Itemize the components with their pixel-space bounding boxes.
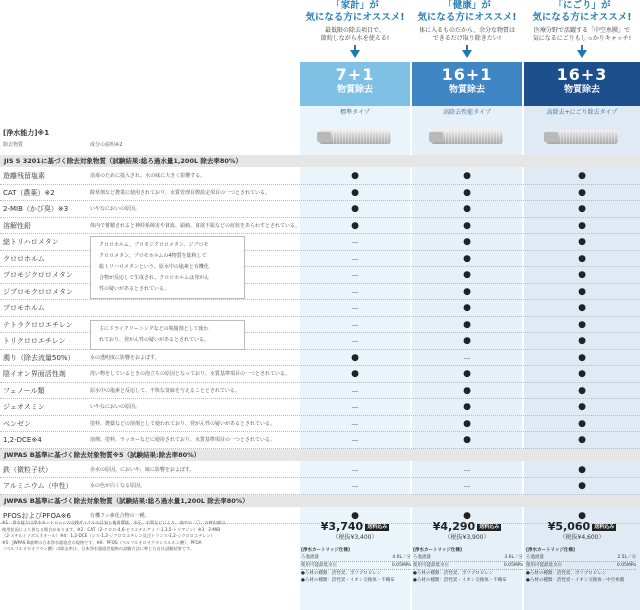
removed-mark: ● (351, 171, 359, 181)
not-removed-mark: — (351, 238, 359, 246)
spec-label: 使用可能最低水圧 (413, 563, 449, 568)
price-value: ¥3,740 (320, 520, 364, 533)
cartridge-icon (319, 130, 391, 144)
removed-mark: ● (578, 385, 586, 396)
removed-mark: ● (578, 187, 586, 198)
removed-mark: ● (463, 385, 471, 396)
removed-mark: ● (463, 286, 471, 297)
spec-note: ●ろ材の種類：活性炭、ポリプロピレン (301, 571, 382, 576)
substance-description: 塗料、農薬などの溶剤として使われており、発がん性の疑いがあるとされている。 (90, 420, 276, 427)
not-removed-mark: — (351, 403, 359, 411)
table-row (0, 350, 640, 367)
removed-mark: ● (463, 435, 471, 445)
removed-mark: ● (351, 204, 359, 214)
price-tax-excluded: （税抜¥4,600） (559, 534, 605, 541)
note-line: クロロメタン、ブロモホルムの4物質を総称して (99, 253, 207, 259)
substance-name: 2-MIB（かび臭）※3 (3, 205, 69, 213)
not-removed-mark: — (351, 320, 359, 329)
product-badge (412, 62, 522, 106)
section-header: JWPAS B基準に基づく除去対象物質（試験結果:総ろ過水量1,200L 除去率80%） (0, 495, 640, 507)
removed-mark: ● (578, 418, 586, 429)
table-row (0, 201, 640, 218)
substance-description: 赤水の原因。においや、味に影響をおよぼす。 (90, 466, 195, 473)
removed-mark: ● (578, 253, 586, 264)
header-sub-line1: 最低限の除去項目で、 (325, 27, 385, 34)
removed-mark: ● (463, 204, 471, 214)
spec-note: ●ろ材の種類：活性炭、ポリプロピレン (526, 571, 607, 576)
removed-mark: ● (463, 418, 471, 429)
table-row (0, 383, 640, 400)
spec-value: 4.0L／分 (392, 555, 411, 560)
spec-title: [浄水カートリッジ仕様] (301, 548, 350, 553)
removed-mark: ● (578, 481, 586, 491)
removed-mark: ● (578, 303, 586, 313)
removed-mark: ● (578, 286, 586, 297)
removed-mark: ● (463, 510, 471, 521)
spec-value: 0.05MPa (503, 563, 523, 568)
removed-mark: ● (463, 171, 471, 181)
spec-note: ●ろ材の種類：活性炭・イオン交換体・中空糸膜 (526, 578, 625, 583)
table-row (0, 416, 640, 433)
footnote-line: （ペルフルオロオクタン酸）の除去率は、日本浄水器協会規格の試験方法に準じた自社試験結果です。 (2, 546, 194, 551)
price-value: ¥5,060 (547, 520, 591, 533)
price-high (412, 520, 522, 542)
spec-note: ●ろ材の種類：活性炭・イオン交換体・不織布 (413, 578, 507, 583)
spec-label: ろ過流量 (301, 555, 319, 560)
spec-value: 0.05MPa (391, 563, 411, 568)
table-row (0, 218, 640, 235)
removed-mark: ● (463, 402, 471, 412)
column-header-description: 成分の説明※2 (90, 142, 123, 148)
price-value: ¥4,290 (432, 520, 476, 533)
trihalomethane-note (90, 236, 245, 299)
removed-mark: ● (463, 187, 471, 198)
product-badge (524, 62, 640, 106)
price-standard (300, 520, 410, 542)
table-row (0, 399, 640, 416)
substance-description: 除草剤など農業に使用されており、水質管理目標設定項目の一つとされている。 (90, 189, 271, 196)
not-removed-mark: — (351, 254, 359, 263)
table-row (0, 168, 640, 185)
spec-title: [浄水カートリッジ仕様] (413, 548, 462, 553)
substance-name: 遊離残留塩素 (3, 172, 45, 180)
removed-mark: ● (351, 220, 359, 231)
spec-note: ●ろ材の種類：活性炭、ポリプロピレン (413, 571, 494, 576)
substance-description: 洗い物をしているときの泡立ちの原因となっており、水質基準項目の一つとされている。 (90, 371, 291, 377)
footnote-line: ※5：JWPAS B基準は日本浄水器協会の規格です。※6：PFOS（ペルフルオロオクタンスルホン酸）、PFOA (2, 539, 202, 545)
substance-name: CAT（農薬）※2 (3, 188, 55, 197)
spec-title: [浄水カートリッジ仕様] (526, 548, 575, 553)
substance-name: PFOSおよびPFOA※6 (3, 511, 71, 520)
product-badge-number: 16+1 (441, 65, 493, 84)
substance-description: 水の色が白くなる原因。 (90, 483, 146, 489)
substance-name: 濁り（除去流量50%） (3, 353, 75, 362)
footnote-line: ※1：浄水能力は浄水カートリッジの交換サイクルの目安と使用環境、水圧、水質などにより、表中の「〇」の検出値は、 (2, 520, 230, 525)
note-line: 性の疑いがあるとされている。 (99, 286, 170, 292)
table-title: [浄水能力]※1 (3, 129, 50, 137)
substance-name: 鉄（微粒子状） (3, 465, 52, 474)
not-removed-mark: — (351, 386, 359, 395)
header-sub-line2: できるだけ取り除きたい! (432, 35, 502, 42)
header-sub-line1: 体に入るものだから、余分な物質は (418, 27, 515, 34)
note-line: 合物が反応して生成され、クロロホルムは発がん (99, 275, 210, 281)
substance-description: 体内で蓄積されると神経系障害や貧血、頭痛、食欲不振などの症状をあらわすとされている。 (90, 222, 301, 229)
product-badge-number: 7+1 (335, 65, 375, 84)
removed-mark: ● (463, 270, 471, 280)
removed-mark: ● (578, 510, 586, 521)
not-removed-mark: — (463, 353, 471, 362)
product-badge-number: 16+3 (556, 65, 608, 84)
not-removed-mark: — (351, 465, 359, 474)
note-line: 総トリハロメタンという。原水中の塩素と有機化 (99, 264, 209, 270)
arrow-head-icon (462, 50, 472, 58)
not-removed-mark: — (351, 337, 359, 345)
substance-description: 水の透明度に影響をおよぼす。 (90, 354, 160, 361)
substance-name: テトラクロロエチレン (3, 320, 73, 329)
product-badge-label: 物質除去 (448, 85, 485, 95)
removed-mark: ● (578, 435, 586, 445)
not-removed-mark: — (351, 482, 359, 490)
removed-mark: ● (463, 253, 471, 264)
column-header-substance: 除去物質 (3, 142, 24, 148)
substance-name: アルミニウム（中性） (3, 482, 73, 490)
not-removed-mark: — (351, 304, 359, 312)
header-catch-line2: 気になる方にオススメ! (417, 12, 517, 23)
cartridge-icon (431, 130, 503, 144)
arrow-head-icon (350, 50, 360, 58)
spec-standard (301, 547, 411, 584)
removed-mark: ● (351, 369, 359, 379)
removed-mark: ● (578, 171, 586, 181)
removed-mark: ● (351, 510, 359, 521)
removed-mark: ● (578, 464, 586, 475)
substance-name: 総トリハロメタン (3, 238, 59, 246)
spec-label: 使用可能最低水圧 (526, 563, 562, 568)
spec-label: ろ過流量 (526, 555, 544, 560)
header-catch-line1: 「家計」が (331, 0, 379, 11)
removed-mark: ● (463, 369, 471, 379)
removed-mark: ● (578, 402, 586, 412)
spec-high (413, 547, 523, 584)
substance-name: 溶解性鉛 (3, 221, 31, 230)
spec-label: ろ過流量 (413, 555, 431, 560)
substance-description: 有機フッ素化合物の一種。 (90, 512, 150, 519)
section-header: JWPAS B基準に基づく除去対象物質※5（試験結果:除去率80%） (0, 449, 640, 461)
substance-name: ジブロモクロロメタン (3, 287, 73, 296)
shipping-tag: 送料込み (367, 523, 388, 530)
note-line: クロロホルム、ブロモジクロロメタン、ジブロモ (99, 242, 209, 248)
spec-turbidity (526, 547, 636, 584)
shipping-tag: 送料込み (479, 523, 500, 530)
substance-name: ジェオスミン (3, 403, 45, 411)
removed-mark: ● (351, 352, 359, 363)
removed-mark: ● (463, 319, 471, 330)
substance-description: いやなにおいの原因。 (90, 206, 141, 212)
product-badge-label: 物質除去 (336, 85, 373, 95)
note-line: 主にドライクリーニングなどの脱脂剤として使わ (99, 325, 209, 332)
product-badge-label: 物質除去 (563, 85, 600, 95)
product-badge (300, 62, 410, 106)
removed-mark: ● (463, 303, 471, 313)
price-turbidity (527, 520, 637, 542)
table-row (0, 462, 640, 479)
spec-note: ●ろ材の種類：活性炭・イオン交換体・不織布 (301, 578, 395, 583)
header-sub-line2: 節約しながら水を使える! (320, 35, 390, 42)
removed-mark: ● (578, 369, 586, 379)
product-type: 高除去性能タイプ (443, 109, 491, 116)
header-sub-line2: 気になるにごりもしっかりキャッチ! (532, 35, 632, 42)
removed-mark: ● (578, 220, 586, 231)
table-row (0, 366, 640, 383)
substance-description: 原水中の塩素と反応して、不快な臭味を与えることとされている。 (90, 387, 240, 394)
section-header: JIS S 3201に基づく除去対象物質（試験結果:総ろ過水量1,200L 除去率80%） (0, 155, 640, 167)
shipping-tag: 送料込み (594, 523, 615, 530)
substance-name: ベンゼン (3, 419, 31, 428)
removed-mark: ● (578, 319, 586, 330)
table-row (0, 478, 640, 495)
table-row (0, 300, 640, 317)
removed-mark: ● (578, 204, 586, 214)
arrow-head-icon (577, 50, 587, 58)
chloroethylene-note (90, 320, 245, 350)
header-catch-line2: 気になる方にオススメ! (532, 12, 632, 23)
table-row (0, 185, 640, 202)
header-catch-line1: 「にごり」が (553, 0, 611, 11)
removed-mark: ● (463, 237, 471, 247)
header-catch-line2: 気になる方にオススメ! (305, 12, 405, 23)
substance-name: ブロモジクロロメタン (3, 271, 73, 279)
footnotes (2, 520, 288, 553)
price-tax-excluded: （税抜¥3,900） (444, 534, 490, 541)
removed-mark: ● (578, 270, 586, 280)
substance-name: クロロホルム (3, 254, 45, 263)
spec-label: 使用可能最低水圧 (301, 563, 337, 568)
not-removed-mark: — (351, 287, 359, 296)
not-removed-mark: — (351, 271, 359, 279)
removed-mark: ● (578, 352, 586, 363)
not-removed-mark: — (463, 482, 471, 490)
substance-description: 溶剤、塗料、ラッカーなどに使用されており、水質基準項目の一つとされている。 (90, 437, 275, 443)
removed-mark: ● (578, 336, 586, 346)
footnote-line: （2-メチルイソボルネオール）※4：1,2-DCE（シス-1,2-ジクロロエチレン及びトランス-1,2-ジクロロエチレン） (2, 533, 215, 538)
substance-name: トリクロロエチレン (3, 337, 66, 345)
substance-description: 消毒のために投入され、水の味に大きく影響する。 (90, 173, 206, 179)
removed-mark: ● (578, 237, 586, 247)
cartridge-icon (546, 130, 618, 144)
spec-value: 2.5L／分 (617, 555, 636, 560)
table-row (0, 432, 640, 449)
header-catch-line1: 「健康」が (443, 0, 491, 11)
substance-name: 陰イオン界面活性剤 (3, 370, 66, 378)
spec-value: 3.0L／分 (504, 555, 523, 560)
substance-name: ブロモホルム (3, 304, 45, 312)
footnote-line: 使用状況により異なる場合があります。※2：CAT（2-クロロ-4,6-ビスエチルアミノ-1,3,5-トリアジン）※3：2-MIB (2, 526, 221, 532)
substance-description: いやなにおいの原因。 (90, 404, 141, 410)
note-line: れており、発がん性の疑いがあるとされている。 (99, 336, 210, 343)
not-removed-mark: — (351, 419, 359, 428)
product-type: 標準タイプ (340, 109, 370, 116)
removed-mark: ● (463, 336, 471, 346)
substance-name: フェノール類 (3, 386, 45, 395)
spec-value: 0.05MPa (616, 563, 636, 568)
price-tax-excluded: （税抜¥3,400） (332, 534, 378, 541)
removed-mark: ● (463, 220, 471, 231)
substance-name: 1,2-DCE※4 (3, 436, 42, 444)
not-removed-mark: — (351, 436, 359, 444)
product-type: 高除去+にごり除去タイプ (546, 109, 618, 116)
removed-mark: ● (351, 187, 359, 198)
header-sub-line1: 医療分野で活躍する「中空糸膜」で (533, 27, 630, 34)
not-removed-mark: — (463, 465, 471, 474)
